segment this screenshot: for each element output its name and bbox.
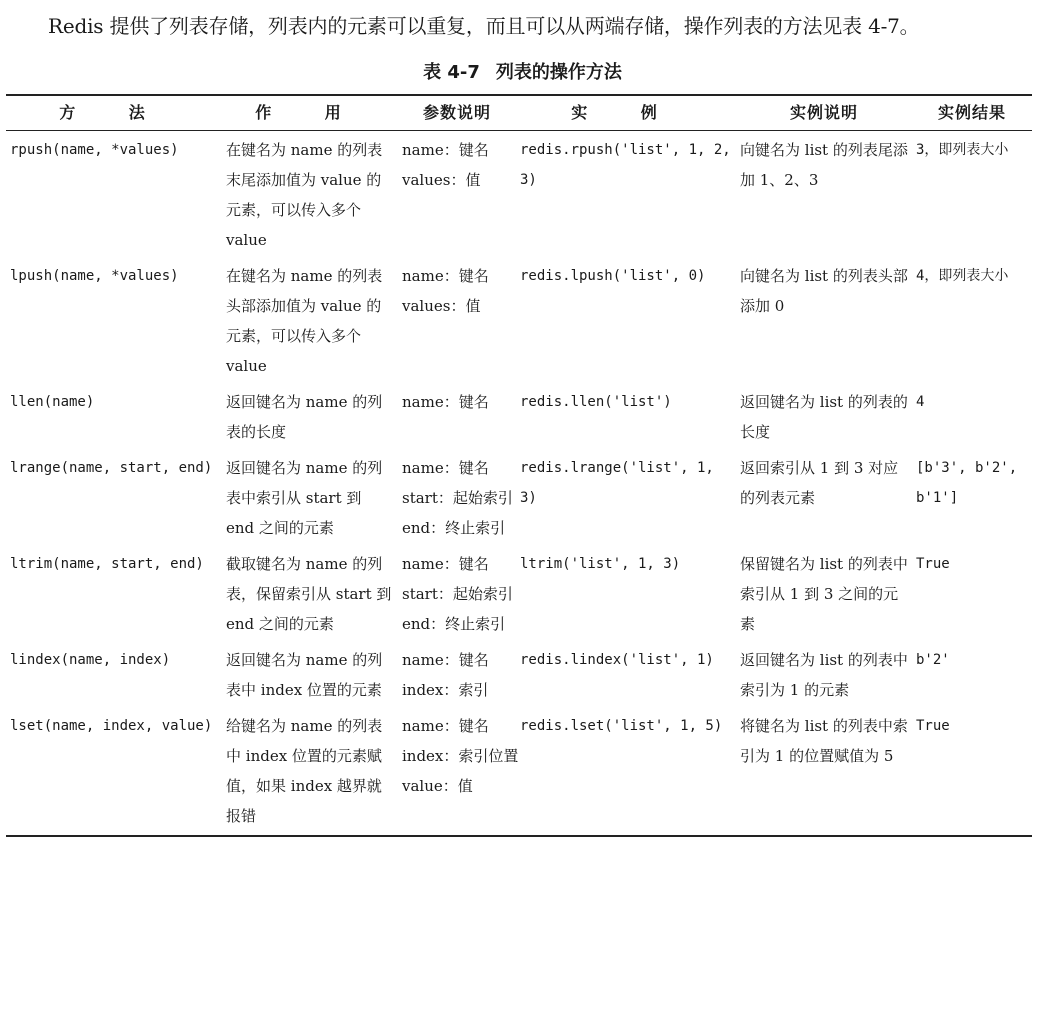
example-result-cell: 4 [916,394,925,410]
method-cell: lpush(name, *values) [10,268,179,284]
example-desc-cell: 向键名为 list 的列表头部添加 0 [740,267,908,315]
example-cell: redis.rpush('list', 1, 2, 3) [520,142,731,188]
example-cell: redis.lrange('list', 1, 3) [520,460,714,506]
params-cell [398,641,516,707]
example-result-cell: b'2' [916,652,950,668]
param-line: start：起始索引 [402,585,513,603]
example-desc-cell: 返回键名为 list 的列表的长度 [740,393,908,441]
table-row [6,449,1032,545]
use-cell: 返回键名为 name 的列表中 index 位置的元素 [226,651,383,699]
param-line: name：键名 [402,141,489,159]
params-cell [398,383,516,449]
param-line: name：键名 [402,717,489,735]
example-desc-cell: 返回键名为 list 的列表中索引为 1 的元素 [740,651,908,699]
example-desc-cell: 保留键名为 list 的列表中索引从 1 到 3 之间的元素 [740,555,908,633]
method-cell: lindex(name, index) [10,652,171,668]
use-cell: 返回键名为 name 的列表中索引从 start 到 end 之间的元素 [226,459,383,537]
example-cell: redis.lindex('list', 1) [520,652,714,668]
param-line: index：索引位置 [402,747,519,765]
table-row [6,257,1032,383]
example-cell: redis.lpush('list', 0) [520,268,706,284]
example-desc-cell: 将键名为 list 的列表中索引为 1 的位置赋值为 5 [736,707,912,836]
method-cell: rpush(name, *values) [10,142,179,158]
example-result-cell: True [912,707,1032,836]
param-line: values：值 [402,297,481,315]
params-cell [398,545,516,641]
table-row [6,641,1032,707]
param-line: name：键名 [402,267,489,285]
param-line: values：值 [402,171,481,189]
example-desc-cell: 返回索引从 1 到 3 对应的列表元素 [740,459,899,507]
header-example: 实 例 [516,95,736,131]
header-params: 参数说明 [398,95,516,131]
method-cell: ltrim(name, start, end) [10,556,204,572]
table-caption [0,60,1045,86]
params-cell [398,707,519,836]
example-cell: redis.lset('list', 1, 5) [516,707,736,836]
table-row [6,131,1032,258]
example-result-cell: 3，即列表大小 [916,142,1009,158]
table-caption-title: 列表的操作方法 [495,62,622,83]
use-cell: 给键名为 name 的列表中 index 位置的元素赋值，如果 index 越界就报错 [222,707,398,836]
param-line: name：键名 [402,459,489,477]
use-cell: 返回键名为 name 的列表的长度 [226,393,383,441]
params-cell [398,131,516,258]
list-methods-table [6,94,1032,837]
param-line: index：索引 [402,681,489,699]
params-cell [398,257,516,383]
use-cell: 在键名为 name 的列表末尾添加值为 value 的元素，可以传入多个 value [226,141,383,249]
param-line: end：终止索引 [402,615,506,633]
example-result-cell: [b'3', b'2', b'1'] [916,460,1018,506]
header-example-result: 实例结果 [912,95,1032,131]
header-use: 作 用 [222,95,398,131]
example-cell: ltrim('list', 1, 3) [520,556,681,572]
param-line: value：值 [402,777,473,795]
param-line: name：键名 [402,651,489,669]
example-result-cell: True [916,556,950,572]
params-cell [398,449,516,545]
example-cell: redis.llen('list') [520,394,672,410]
header-example-desc: 实例说明 [736,95,912,131]
method-cell: llen(name) [10,394,95,410]
param-line: end：终止索引 [402,519,506,537]
method-cell: lrange(name, start, end) [10,460,213,476]
table-row [6,545,1032,641]
method-cell: lset(name, index, value) [6,707,222,836]
table-row [6,707,1032,836]
header-method: 方 法 [6,95,222,131]
intro-paragraph: Redis 提供了列表存储，列表内的元素可以重复，而且可以从两端存储，操作列表的方法见表 4-7。 [48,14,920,38]
param-line: start：起始索引 [402,489,513,507]
use-cell: 在键名为 name 的列表头部添加值为 value 的元素，可以传入多个 value [226,267,383,375]
table-header-row [6,95,1032,131]
example-desc-cell: 向键名为 list 的列表尾添加 1、2、3 [740,141,908,189]
table-body [6,131,1032,837]
example-result-cell: 4，即列表大小 [916,268,1009,284]
use-cell: 截取键名为 name 的列表，保留索引从 start 到 end 之间的元素 [226,555,392,633]
param-line: name：键名 [402,393,489,411]
table-row [6,383,1032,449]
param-line: name：键名 [402,555,489,573]
table-caption-number: 表 4-7 [423,62,480,83]
